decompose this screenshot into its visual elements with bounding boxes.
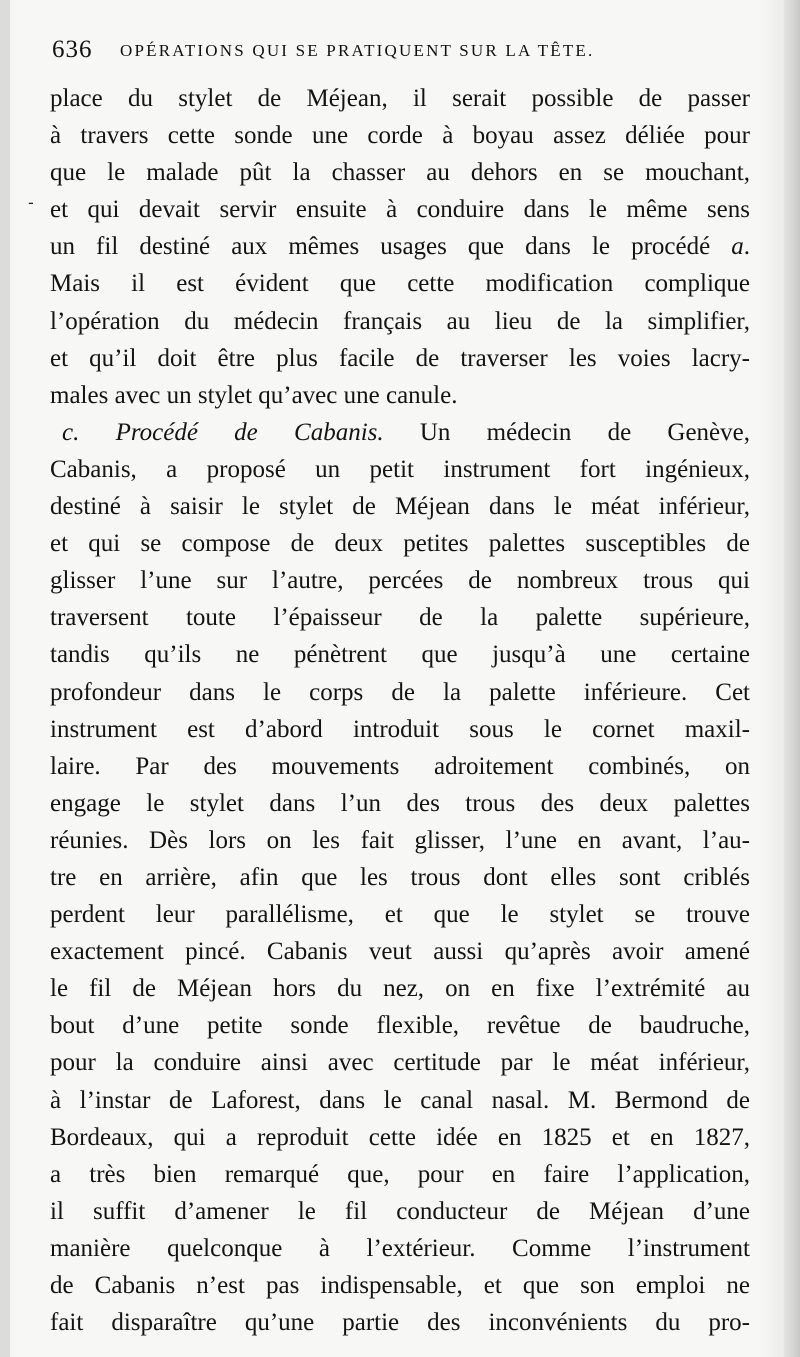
margin-mark: - bbox=[28, 193, 34, 212]
text-line: Cabanis, a proposé un petit instrument fort ingénieux, bbox=[50, 455, 750, 483]
text-line: perdent leur parallélisme, et que le stylet se trouve bbox=[50, 901, 750, 929]
text-line: engage le stylet dans l’un des trous des deux palettes bbox=[50, 789, 750, 817]
text-line: pour la conduire ainsi avec certitude par le méat inférieur, bbox=[50, 1049, 750, 1077]
text-line: traversent toute l’épaisseur de la palette supérieure, bbox=[50, 604, 750, 632]
text-line: à l’instar de Laforest, dans le canal nasal. M. Bermond de bbox=[50, 1086, 750, 1114]
text-line: instrument est d’abord introduit sous le cornet maxil- bbox=[50, 715, 750, 743]
text-line: l’opération du médecin français au lieu de la simplifier, bbox=[50, 307, 750, 335]
text-line: réunies. Dès lors on les fait glisser, l’une en avant, l’au- bbox=[50, 826, 750, 854]
text-line-part: un fil destiné aux mêmes usages que dans le procédé bbox=[50, 233, 732, 261]
text-line: Bordeaux, qui a reproduit cette idée en 1825 et en 1827, bbox=[50, 1123, 750, 1151]
text-line: a très bien remarqué que, pour en faire l’application, bbox=[50, 1160, 750, 1188]
text-line: males avec un stylet qu’avec une canule. bbox=[50, 381, 458, 409]
procedure-letter: a bbox=[731, 233, 744, 261]
page-left-edge bbox=[0, 0, 10, 1357]
text-line: et qui devait servir ensuite à conduire dans le même sens bbox=[50, 196, 750, 224]
section-heading-line bbox=[50, 414, 750, 451]
text-line: laire. Par des mouvements adroitement combinés, on bbox=[50, 752, 750, 780]
text-line: tandis qu’ils ne pénètrent que jusqu’à une certaine bbox=[50, 641, 750, 669]
text-line: le fil de Méjean hors du nez, on en fixe l’extrémité au bbox=[50, 975, 750, 1003]
text-line: fait disparaître qu’une partie des inconvénients du pro- bbox=[50, 1309, 750, 1337]
text-line-part: Un médecin de Genève, bbox=[383, 418, 750, 446]
text-line: tre en arrière, afin que les trous dont elles sont criblés bbox=[50, 863, 750, 891]
text-line: profondeur dans le corps de la palette inférieure. Cet bbox=[50, 678, 750, 706]
text-line: bout d’une petite sonde flexible, revêtue de baudruche, bbox=[50, 1012, 750, 1040]
text-line: que le malade pût la chasser au dehors en se mouchant, bbox=[50, 159, 750, 187]
body-text bbox=[50, 80, 750, 1341]
text-line: place du stylet de Méjean, il serait possible de passer bbox=[50, 85, 750, 112]
text-line: Mais il est évident que cette modification complique bbox=[50, 270, 750, 298]
text-line: destiné à saisir le stylet de Méjean dans le méat inférieur, bbox=[50, 493, 750, 521]
text-line-procedure-a: un fil destiné aux mêmes usages que dans le procédé a. bbox=[50, 233, 750, 261]
text-line: glisser l’une sur l’autre, percées de nombreux trous qui bbox=[50, 567, 750, 595]
page-number: 636 bbox=[52, 36, 93, 63]
text-line: et qu’il doit être plus facile de traverser les voies lacry- bbox=[50, 344, 750, 372]
procedure-heading: c. Procédé de Cabanis. bbox=[62, 418, 384, 446]
text-line: de Cabanis n’est pas indispensable, et que son emploi ne bbox=[50, 1272, 750, 1299]
page-gutter-shadow bbox=[784, 0, 800, 1357]
text-line: à travers cette sonde une corde à boyau assez déliée pour bbox=[50, 122, 750, 150]
running-title: OPÉRATIONS QUI SE PRATIQUENT SUR LA TÊTE. bbox=[120, 41, 595, 60]
text-line: manière quelconque à l’extérieur. Comme l’instrument bbox=[50, 1234, 750, 1262]
text-line: et qui se compose de deux petites palettes susceptibles de bbox=[50, 530, 750, 558]
page-header bbox=[52, 36, 752, 72]
text-line: il suffit d’amener le fil conducteur de Méjean d’une bbox=[50, 1197, 750, 1225]
text-line: exactement pincé. Cabanis veut aussi qu’après avoir amené bbox=[50, 938, 750, 966]
